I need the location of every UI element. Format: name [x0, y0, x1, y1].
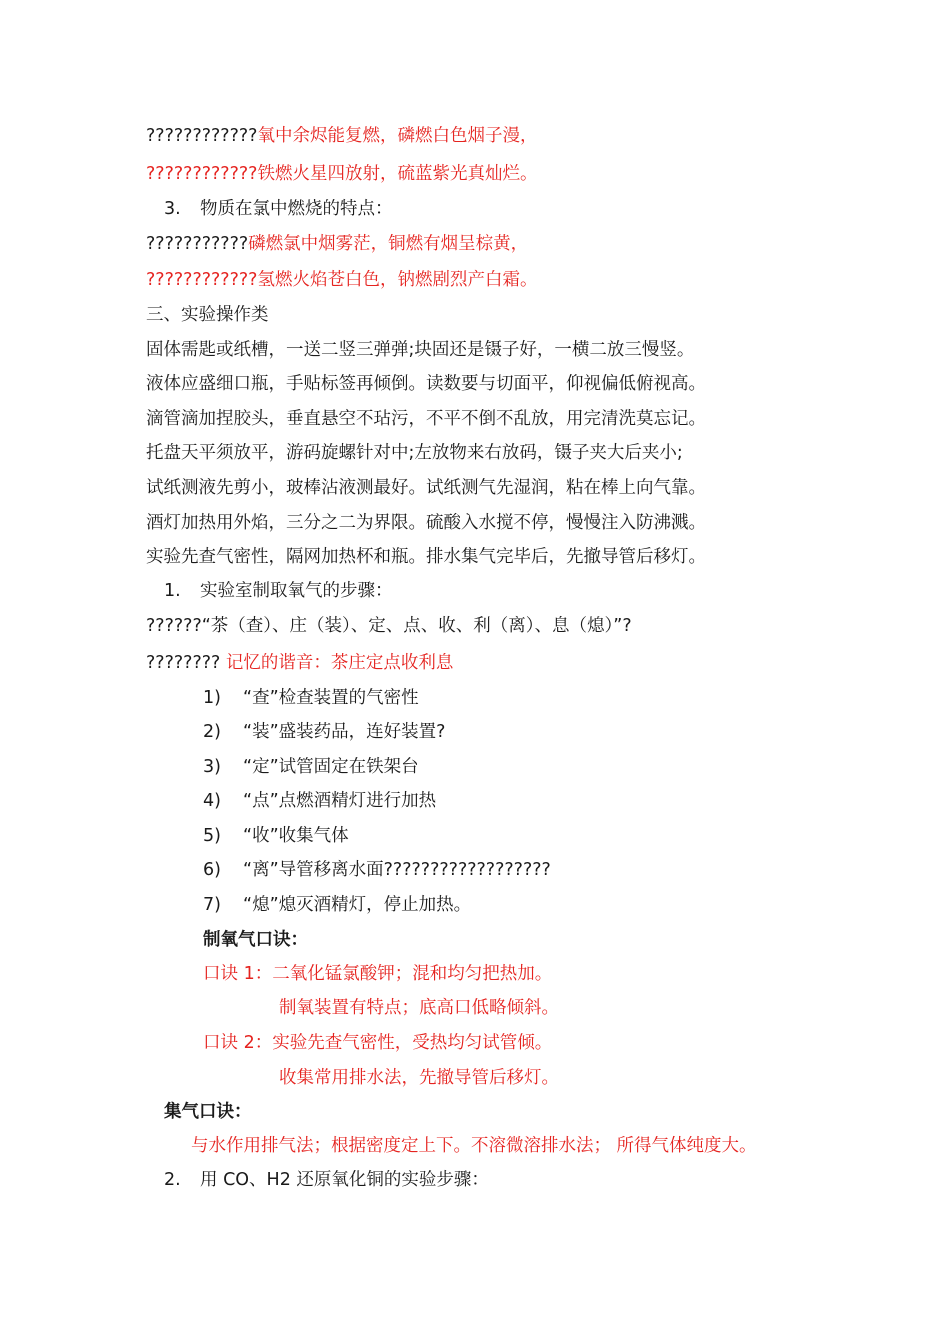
step-text: “定”试管固定在铁架台	[243, 757, 419, 777]
step-item	[203, 893, 471, 917]
item-number: 2.	[164, 1170, 181, 1190]
step-number: 3)	[203, 757, 221, 777]
operation-line: 液体应盛细口瓶，手贴标签再倾倒。读数要与切面平，仰视偏低俯视高。	[146, 374, 706, 394]
placeholder-marks: ????????????	[146, 270, 258, 290]
step-item	[203, 686, 419, 710]
step-item	[203, 720, 445, 744]
step-item	[203, 824, 349, 848]
rhyme-1-line-2: 制氧装置有特点；底高口低略倾斜。	[279, 998, 559, 1018]
item-3-heading	[164, 197, 393, 221]
item-title: 物质在氯中燃烧的特点：	[200, 199, 393, 219]
gas-rhyme-text: 与水作用排气法；根据密度定上下。不溶微溶排水法； 所得气体纯度大。	[191, 1136, 757, 1156]
placeholder-marks: ???????????	[146, 234, 249, 254]
step-text: “熄”熄灭酒精灯，停止加热。	[243, 895, 472, 915]
step-item	[203, 858, 551, 882]
homophone-line	[146, 651, 453, 675]
item-2-heading	[164, 1168, 489, 1192]
step-text: “点”点燃酒精灯进行加热	[243, 791, 437, 811]
mnemonic-text: 氢燃火焰苍白色，钠燃剧烈产白霜。	[257, 270, 538, 290]
operation-line: 酒灯加热用外焰，三分之二为界限。硫酸入水搅不停，慢慢注入防沸溅。	[146, 513, 706, 533]
chlorine-mnemonic-line-1	[146, 232, 528, 256]
placeholder-marks: ????????????	[146, 164, 258, 184]
step-item	[203, 755, 419, 779]
mnemonic-text: 铁燃火星四放射，硫蓝紫光真灿烂。	[257, 164, 538, 184]
item-1-heading	[164, 579, 393, 603]
step-item	[203, 789, 436, 813]
step-text: “查”检查装置的气密性	[243, 688, 419, 708]
step-number: 5)	[203, 826, 221, 846]
step-number: 1)	[203, 688, 221, 708]
mnemonic-text: 磷燃氯中烟雾茫，铜燃有烟呈棕黄，	[248, 234, 529, 254]
rhyme-2-line-1: 口诀 2：实验先查气密性，受热均匀试管倾。	[203, 1033, 553, 1053]
item-number: 1.	[164, 581, 181, 601]
step-text: “装”盛装药品，连好装置?	[243, 722, 446, 742]
oxygen-mnemonic-line-2	[146, 162, 537, 186]
chlorine-mnemonic-line-2	[146, 268, 537, 292]
operation-line: 实验先查气密性，隔网加热杯和瓶。排水集气完毕后，先撤导管后移灯。	[146, 547, 706, 567]
step-number: 2)	[203, 722, 221, 742]
operation-line: 试纸测液先剪小，玻棒沾液测最好。试纸测气先湿润，粘在棒上向气靠。	[146, 478, 706, 498]
gas-rhyme-title: 集气口诀：	[164, 1102, 252, 1122]
rhyme-1-line-1: 口诀 1：二氧化锰氯酸钾；混和均匀把热加。	[203, 964, 553, 984]
operation-line: 固体需匙或纸槽，一送二竖三弹弹;块固还是镊子好，一横二放三慢竖。	[146, 340, 695, 360]
rhyme-2-line-2: 收集常用排水法，先撤导管后移灯。	[279, 1068, 559, 1088]
item-number: 3.	[164, 199, 181, 219]
item-title: 实验室制取氧气的步骤：	[200, 581, 393, 601]
operation-line: 托盘天平须放平，游码旋螺针对中;左放物来右放码，镊子夹大后夹小;	[146, 443, 683, 463]
placeholder-marks: ????????????	[146, 126, 258, 146]
mnemonic-text: 氧中余烬能复燃，磷燃白色烟子漫，	[257, 126, 538, 146]
placeholder-marks: ????????	[146, 653, 221, 673]
operation-line: 滴管滴加捏胶头，垂直悬空不玷污，不平不倒不乱放，用完清洗莫忘记。	[146, 409, 706, 429]
steps-phrase: ??????“茶（查）、庄（装）、定、点、收、利（离）、息（熄）”?	[146, 616, 632, 636]
item-title: 用 CO、H2 还原氧化铜的实验步骤：	[200, 1170, 489, 1190]
step-number: 6)	[203, 860, 221, 880]
step-number: 4)	[203, 791, 221, 811]
oxygen-rhyme-title: 制氧气口诀：	[203, 930, 308, 950]
step-text: “收”收集气体	[243, 826, 349, 846]
step-number: 7)	[203, 895, 221, 915]
section-3-title: 三、实验操作类	[146, 305, 269, 325]
step-text: “离”导管移离水面??????????????????	[243, 860, 551, 880]
homophone-text: 记忆的谐音：茶庄定点收利息	[220, 653, 454, 673]
oxygen-mnemonic-line-1	[146, 124, 537, 148]
